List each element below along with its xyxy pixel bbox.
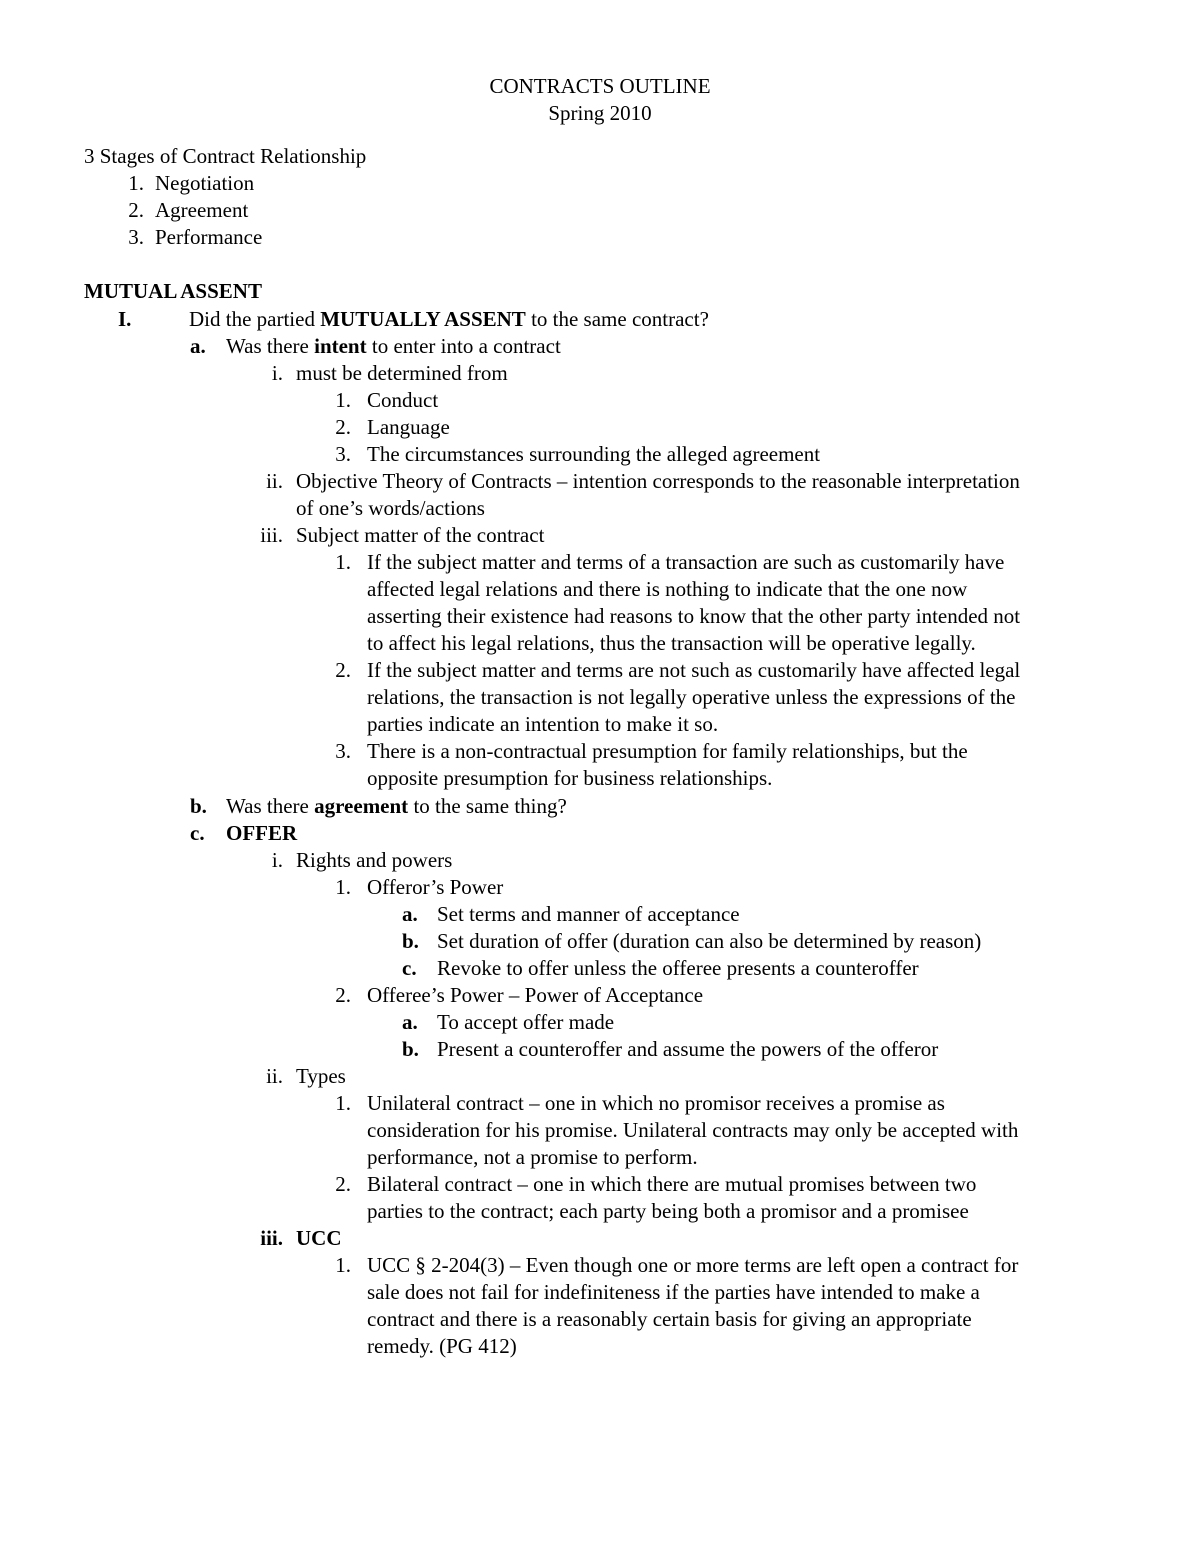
paragraph-line: contract and there is a reasonably certain basis for giving an appropriate [367,1307,972,1331]
outline-item-conduct: Conduct [367,388,439,412]
paragraph-line: Unilateral contract – one in which no promisor receives a promise as [367,1091,945,1115]
outline-label-iii: iii. [260,523,283,547]
outline-label-letter: b. [402,929,419,953]
outline-label-number: 1. [335,1253,351,1277]
outline-item-offerors-power: Offeror’s Power [367,875,504,899]
stages-item-number: 3. [128,225,144,249]
outline-item-language: Language [367,415,450,439]
paragraph-line: performance, not a promise to perform. [367,1145,698,1169]
stages-item-performance: Performance [155,225,263,249]
outline-label-letter: c. [402,956,417,980]
section-heading-ucc: UCC [296,1226,342,1250]
paragraph-line: parties to the contract; each party being both a promisor and a promisee [367,1199,969,1223]
section-heading-offer: OFFER [226,821,298,845]
paragraph-line: consideration for his promise. Unilateral contracts may only be accepted with [367,1118,1019,1142]
outline-label-number: 1. [335,1091,351,1115]
outline-label-number: 3. [335,442,351,466]
outline-item: Present a counteroffer and assume the powers of the offeror [437,1037,939,1061]
paragraph-line: sale does not fail for indefiniteness if the parties have intended to make a [367,1280,980,1304]
outline-item: Revoke to offer unless the offeree presents a counteroffer [437,956,919,980]
paragraph-line: asserting their existence had reasons to know that the other party intended not [367,604,1021,628]
document-term: Spring 2010 [548,101,652,125]
emphasis-text: agreement [314,794,409,818]
stages-item-negotiation: Negotiation [155,171,255,195]
outline-item-objective-theory: Objective Theory of Contracts – intention corresponds to the reasonable interpretation [296,469,1020,493]
text-run: to the same contract? [525,307,709,331]
outline-item: To accept offer made [437,1010,615,1034]
outline-item-determined-from: must be determined from [296,361,508,385]
outline-label-number: 2. [335,658,351,682]
paragraph-line: If the subject matter and terms of a transaction are such as customarily have [367,550,1005,574]
paragraph-line: to affect his legal relations, thus the transaction will be operative legally. [367,631,976,655]
outline-label-number: 2. [335,1172,351,1196]
outline-label-number: 2. [335,415,351,439]
outline-label-number: 1. [335,388,351,412]
paragraph-line: relations, the transaction is not legally operative unless the expressions of the [367,685,1016,709]
stages-item-number: 1. [128,171,144,195]
outline-label-letter: a. [402,902,418,926]
text-run: Was there [226,334,315,358]
paragraph-line: opposite presumption for business relationships. [367,766,773,790]
stages-item-number: 2. [128,198,144,222]
outline-item: Set terms and manner of acceptance [437,902,740,926]
section-heading-mutual-assent: MUTUAL ASSENT [84,279,262,303]
outline-label-number: 1. [335,875,351,899]
outline-label-a: a. [190,334,206,358]
outline-label-I: I. [118,307,132,331]
outline-item: Set duration of offer (duration can also be determined by reason) [437,929,982,953]
text-run: to the same thing? [408,794,567,818]
paragraph-line: UCC § 2-204(3) – Even though one or more terms are left open a contract for [367,1253,1019,1277]
outline-item-agreement [226,793,567,819]
paragraph-line: Bilateral contract – one in which there are mutual promises between two [367,1172,977,1196]
text-run: Was there [226,794,315,818]
paragraph-line: remedy. (PG 412) [367,1334,517,1358]
outline-label-ii: ii. [266,1064,283,1088]
outline-item-intent [226,333,561,359]
paragraph-line: If the subject matter and terms are not such as customarily have affected legal [367,658,1021,682]
outline-label-ii: ii. [266,469,283,493]
outline-item-offerees-power: Offeree’s Power – Power of Acceptance [367,983,704,1007]
outline-label-iii: iii. [260,1226,283,1250]
outline-label-letter: b. [402,1037,419,1061]
outline-label-c: c. [190,821,205,845]
stages-heading: 3 Stages of Contract Relationship [84,144,367,168]
paragraph-line: There is a non-contractual presumption for family relationships, but the [367,739,968,763]
outline-label-i: i. [271,361,283,385]
outline-item-circumstances: The circumstances surrounding the alleged agreement [367,442,821,466]
text-run: to enter into a contract [366,334,561,358]
outline-item-rights-powers: Rights and powers [296,848,453,872]
document-title: CONTRACTS OUTLINE [489,74,711,98]
outline-label-number: 3. [335,739,351,763]
paragraph-line: affected legal relations and there is nothing to indicate that the one now [367,577,968,601]
text-run: Did the partied [189,307,321,331]
outline-label-i: i. [271,848,283,872]
outline-label-number: 2. [335,983,351,1007]
emphasis-text: intent [314,334,367,358]
paragraph-line: parties indicate an intention to make it so. [367,712,719,736]
outline-item-objective-theory-cont: of one’s words/actions [296,496,485,520]
emphasis-text: MUTUALLY ASSENT [320,307,526,331]
outline-label-letter: a. [402,1010,418,1034]
outline-item-types: Types [296,1064,346,1088]
outline-label-number: 1. [335,550,351,574]
stages-item-agreement: Agreement [155,198,249,222]
outline-item-I [189,306,709,332]
outline-item-subject-matter: Subject matter of the contract [296,523,545,547]
outline-label-b: b. [190,794,207,818]
